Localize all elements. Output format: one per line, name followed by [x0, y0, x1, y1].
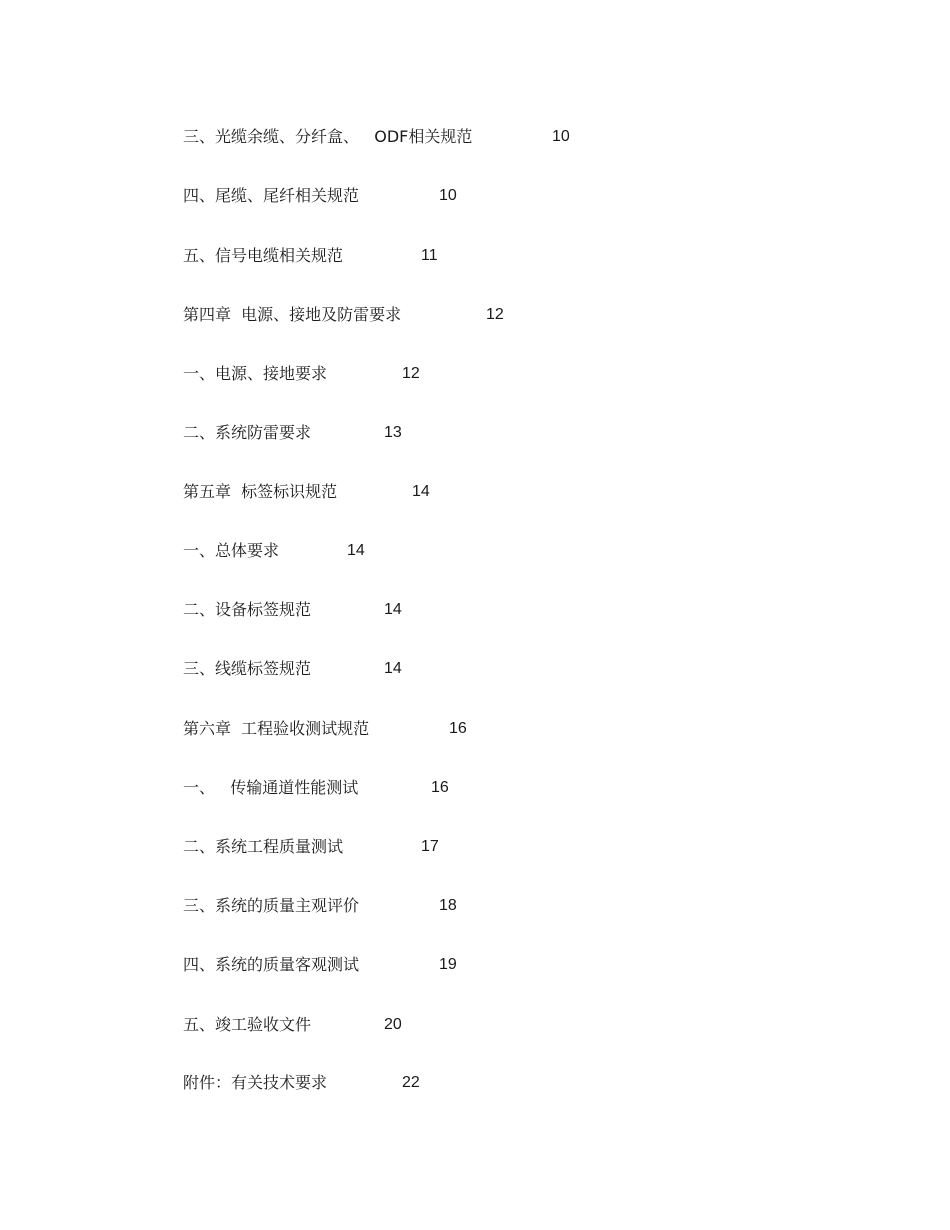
toc-entry-page-number: 22	[402, 1074, 420, 1091]
toc-entry-title: 第五章 标签标识规范	[183, 482, 338, 501]
toc-entry-title: 第四章 电源、接地及防雷要求	[183, 305, 402, 324]
toc-entry-title: 四、尾缆、尾纤相关规范	[183, 186, 360, 205]
toc-entry-title: 附件：有关技术要求	[183, 1073, 328, 1092]
toc-entry-title: 五、信号电缆相关规范	[183, 246, 344, 265]
toc-entry-page-number: 14	[347, 542, 365, 559]
toc-entry-page-number: 13	[384, 424, 402, 441]
toc-entry-title: 三、光缆余缆、分纤盒、 ODF相关规范	[183, 127, 473, 146]
toc-entry-title: 五、竣工验收文件	[183, 1015, 312, 1034]
toc-entry-page-number: 14	[384, 601, 402, 618]
toc-entry-page-number: 16	[449, 720, 467, 737]
toc-entry-title: 三、线缆标签规范	[183, 659, 312, 678]
toc-entry-page-number: 14	[412, 483, 430, 500]
toc-entry-page-number: 18	[439, 897, 457, 914]
toc-entry-page-number: 12	[486, 306, 504, 323]
toc-entry-title: 二、系统工程质量测试	[183, 837, 344, 856]
toc-entry-page-number: 14	[384, 660, 402, 677]
toc-entry-page-number: 17	[421, 838, 439, 855]
toc-entry-title: 一、电源、接地要求	[183, 364, 328, 383]
toc-entry-page-number: 11	[421, 247, 438, 264]
toc-entry-page-number: 10	[552, 128, 570, 145]
toc-entry-page-number: 20	[384, 1016, 402, 1033]
toc-entry-page-number: 19	[439, 956, 457, 973]
toc-entry-title: 一、 传输通道性能测试	[183, 778, 359, 797]
toc-entry-page-number: 16	[431, 779, 449, 796]
toc-entry-page-number: 10	[439, 187, 457, 204]
toc-entry-title: 第六章 工程验收测试规范	[183, 719, 370, 738]
toc-entry-title: 一、总体要求	[183, 541, 280, 560]
toc-entry-title: 三、系统的质量主观评价	[183, 896, 360, 915]
toc-entry-page-number: 12	[402, 365, 420, 382]
toc-entry-title: 二、系统防雷要求	[183, 423, 312, 442]
toc-entry-title: 四、系统的质量客观测试	[183, 955, 360, 974]
toc-entry-title: 二、设备标签规范	[183, 600, 312, 619]
